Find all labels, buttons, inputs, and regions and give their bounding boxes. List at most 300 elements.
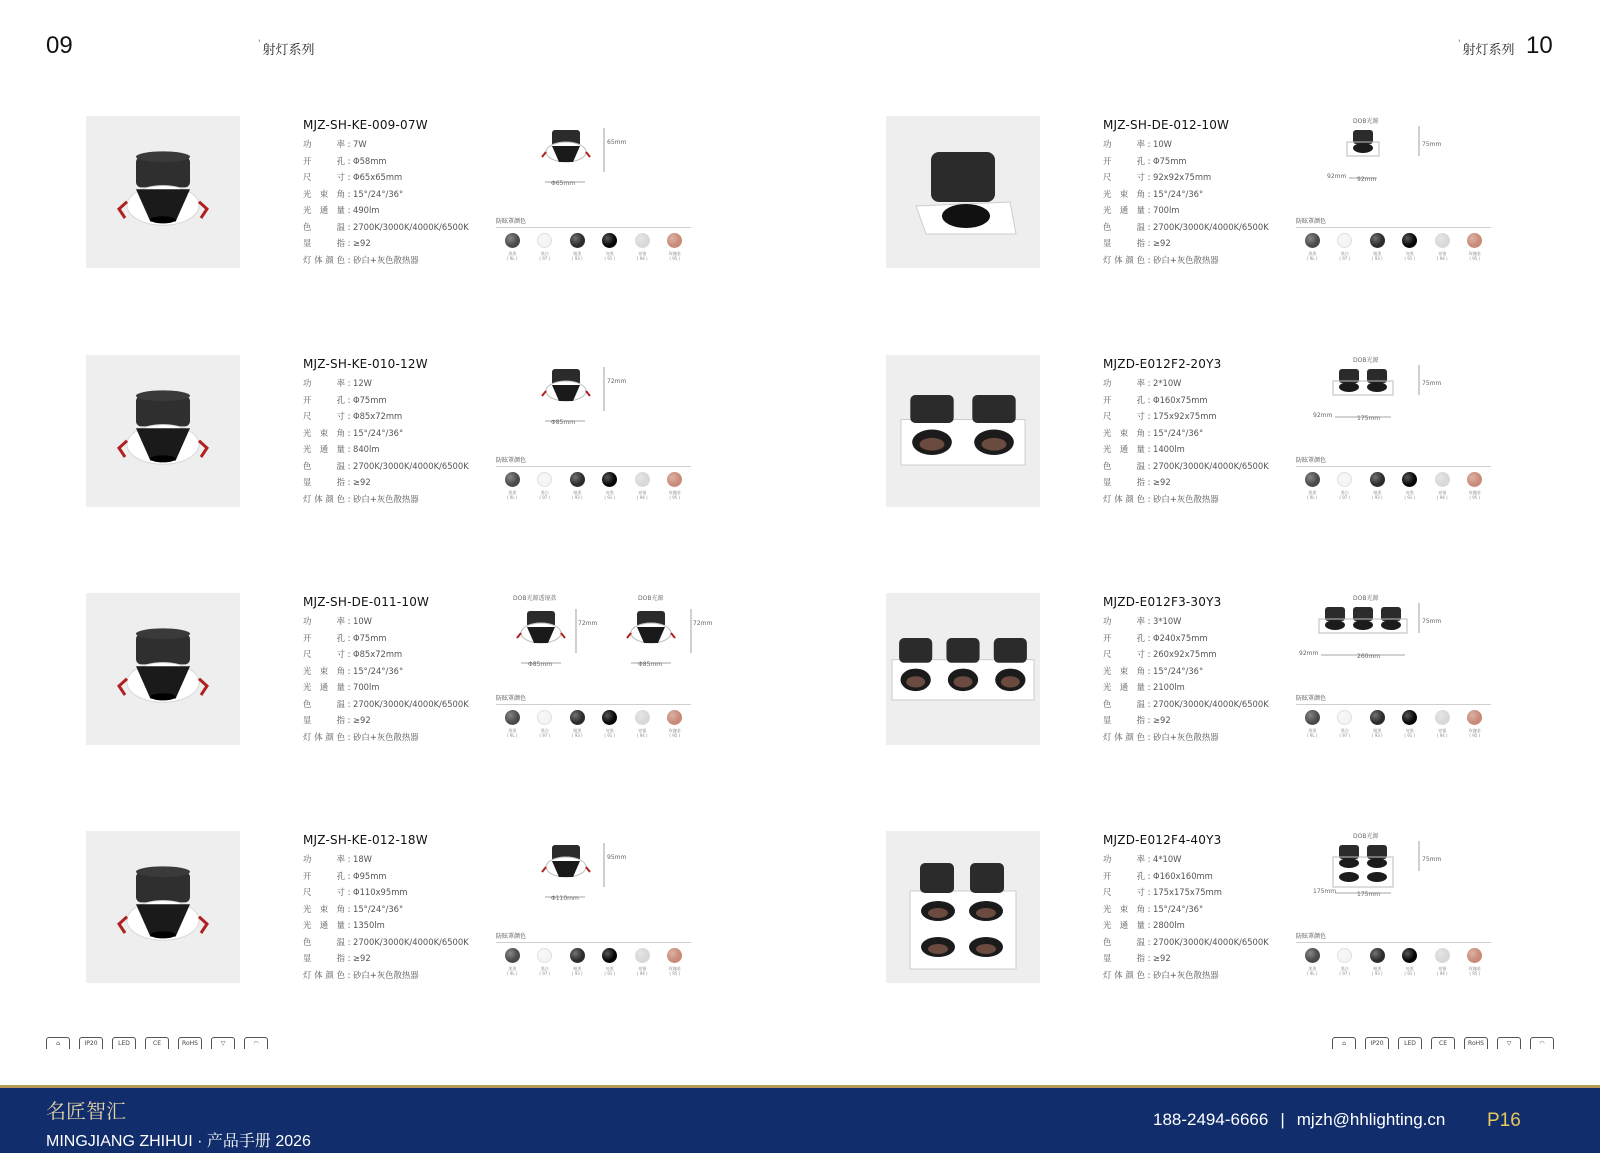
finish-swatch bbox=[1459, 710, 1492, 738]
finish-swatch bbox=[496, 233, 529, 261]
finish-swatch bbox=[594, 948, 627, 976]
color-dot bbox=[505, 710, 520, 725]
spec-value: 18W bbox=[353, 854, 372, 864]
rohs-icon: RoHS bbox=[178, 1037, 202, 1049]
dimension-diagram bbox=[1301, 831, 1501, 927]
finish-name: 黑黑 bbox=[508, 728, 517, 733]
model-number: MJZ-SH-DE-011-10W bbox=[303, 595, 430, 609]
finish-code: ( 95 ) bbox=[1469, 733, 1481, 738]
swatch-row bbox=[496, 948, 691, 976]
spec-value: ≥92 bbox=[353, 715, 371, 725]
spec-value: 2700K/3000K/4000K/6500K bbox=[353, 221, 469, 232]
finish-name: 黑白 bbox=[540, 490, 549, 495]
width-dimension: 175mm bbox=[1357, 415, 1381, 422]
finish-code: ( 94 ) bbox=[636, 971, 648, 976]
spec-row bbox=[1103, 252, 1288, 269]
spec-label: 灯体颜色 bbox=[303, 969, 345, 980]
spec-value: Φ85x72mm bbox=[353, 411, 403, 421]
finish-swatch bbox=[1361, 233, 1394, 261]
finish-code: ( 93 ) bbox=[571, 495, 583, 500]
spec-label: 显指 bbox=[1103, 953, 1145, 963]
finish-swatch bbox=[561, 233, 594, 261]
finish-name: 玫瑰金 bbox=[668, 251, 681, 256]
product-card bbox=[86, 355, 726, 515]
certification-row-left bbox=[46, 1037, 277, 1049]
spec-colon: : bbox=[347, 854, 351, 864]
spec-row bbox=[1103, 851, 1288, 868]
dob-label: DOB光源 bbox=[638, 595, 664, 602]
color-dot bbox=[537, 948, 552, 963]
spec-value: 砂白+灰色散热器 bbox=[1153, 731, 1219, 742]
spec-colon: : bbox=[1147, 254, 1151, 265]
ip20-icon: IP20 bbox=[1365, 1037, 1389, 1049]
finish-divider bbox=[1296, 704, 1491, 705]
spec-value: 2*10W bbox=[1153, 378, 1182, 388]
spec-label: 显指 bbox=[1103, 477, 1145, 487]
height-dimension: 72mm bbox=[578, 620, 598, 627]
color-dot bbox=[1402, 948, 1417, 963]
finish-code: ( 97 ) bbox=[1339, 733, 1351, 738]
spec-label: 尺寸 bbox=[1103, 172, 1145, 182]
finish-name: 哑黑 bbox=[573, 728, 582, 733]
finish-code: ( 97 ) bbox=[539, 495, 551, 500]
finish-code: ( 95 ) bbox=[669, 971, 681, 976]
finish-name: 黑黑 bbox=[508, 966, 517, 971]
spec-row bbox=[303, 917, 488, 934]
spec-value: 2700K/3000K/4000K/6500K bbox=[1153, 936, 1269, 947]
spec-colon: : bbox=[347, 665, 351, 676]
spec-row bbox=[303, 967, 488, 984]
spec-value: 2700K/3000K/4000K/6500K bbox=[353, 698, 469, 709]
finish-divider bbox=[1296, 942, 1491, 943]
spec-row bbox=[1103, 712, 1288, 729]
spec-value: 15°/24°/36° bbox=[1153, 903, 1204, 914]
spec-value: 490lm bbox=[353, 205, 380, 215]
spec-row bbox=[1103, 901, 1288, 918]
spec-value: 2700K/3000K/4000K/6500K bbox=[353, 460, 469, 471]
height-dimension: 65mm bbox=[607, 139, 627, 146]
spec-label: 光束角 bbox=[303, 903, 345, 914]
spec-value: Φ75mm bbox=[353, 632, 387, 643]
home-icon: ⌂ bbox=[46, 1037, 70, 1049]
brand-name-english: MINGJIANG ZHIHUI · 产品手册 2026 bbox=[46, 1133, 311, 1150]
height-dimension: 75mm bbox=[1422, 141, 1442, 148]
spec-colon: : bbox=[347, 698, 351, 709]
color-dot bbox=[1435, 710, 1450, 725]
spec-colon: : bbox=[1147, 477, 1151, 487]
color-dot bbox=[635, 948, 650, 963]
spec-label: 色温 bbox=[303, 936, 345, 947]
spec-colon: : bbox=[1147, 682, 1151, 692]
finish-name: 黑白 bbox=[540, 251, 549, 256]
finish-swatch bbox=[659, 472, 692, 500]
spec-value: ≥92 bbox=[1153, 477, 1171, 487]
product-photo bbox=[886, 355, 1040, 507]
spec-value: Φ160x75mm bbox=[1153, 394, 1208, 405]
spec-table bbox=[303, 833, 488, 983]
finish-swatch bbox=[561, 948, 594, 976]
finish-name: 亮黑 bbox=[605, 966, 614, 971]
color-dot bbox=[602, 472, 617, 487]
spec-value: 砂白+灰色散热器 bbox=[353, 731, 419, 742]
dimension-drawing bbox=[501, 116, 701, 212]
color-dot bbox=[1467, 710, 1482, 725]
color-dot bbox=[505, 233, 520, 248]
finish-swatch bbox=[496, 472, 529, 500]
dimension-diagram bbox=[501, 593, 713, 689]
spec-colon: : bbox=[1147, 969, 1151, 980]
spec-label: 开孔 bbox=[303, 870, 345, 881]
spec-table bbox=[303, 595, 488, 745]
spec-colon: : bbox=[347, 378, 351, 388]
spec-table bbox=[1103, 118, 1288, 268]
finish-title: 防眩罩颜色 bbox=[496, 457, 527, 464]
spec-label: 尺寸 bbox=[1103, 411, 1145, 421]
finish-name: 玫瑰金 bbox=[668, 490, 681, 495]
spec-label: 功率 bbox=[1103, 616, 1145, 626]
finish-code: ( 95 ) bbox=[669, 495, 681, 500]
finish-code: ( 91 ) bbox=[604, 495, 616, 500]
spec-value: 15°/24°/36° bbox=[1153, 665, 1204, 676]
swatch-row bbox=[496, 472, 691, 500]
spec-row bbox=[1103, 169, 1288, 186]
spec-table bbox=[1103, 595, 1288, 745]
spec-value: 260x92x75mm bbox=[1153, 649, 1217, 659]
color-dot bbox=[602, 948, 617, 963]
product-photo bbox=[86, 831, 240, 983]
spec-row bbox=[1103, 934, 1288, 951]
finish-options bbox=[1296, 931, 1491, 976]
width-dimension: 175mm bbox=[1313, 888, 1337, 895]
spec-colon: : bbox=[1147, 903, 1151, 914]
spec-label: 开孔 bbox=[1103, 632, 1145, 643]
finish-name: 亮银 bbox=[638, 728, 647, 733]
spec-table bbox=[1103, 357, 1288, 507]
finish-name: 亮黑 bbox=[1405, 490, 1414, 495]
spec-value: 15°/24°/36° bbox=[353, 665, 404, 676]
ce-icon: CE bbox=[145, 1037, 169, 1049]
height-dimension: 72mm bbox=[607, 378, 627, 385]
spec-row bbox=[1103, 630, 1288, 647]
spec-colon: : bbox=[1147, 698, 1151, 709]
finish-swatch bbox=[1426, 233, 1459, 261]
finish-name: 黑白 bbox=[540, 966, 549, 971]
spec-value: 砂白+灰色散热器 bbox=[1153, 969, 1219, 980]
height-dimension: 75mm bbox=[1422, 856, 1442, 863]
dimension-drawing bbox=[1301, 116, 1501, 212]
spec-colon: : bbox=[1147, 616, 1151, 626]
spec-label: 光通量 bbox=[303, 205, 345, 215]
finish-swatch bbox=[659, 710, 692, 738]
spec-row bbox=[1103, 474, 1288, 491]
dimension-drawing bbox=[1301, 593, 1501, 689]
finish-name: 黑白 bbox=[1340, 728, 1349, 733]
spec-row bbox=[1103, 729, 1288, 746]
finish-name: 黑黑 bbox=[508, 490, 517, 495]
finish-options bbox=[496, 216, 691, 261]
width-dimension: Φ85mm bbox=[528, 661, 553, 668]
finish-code: ( 93 ) bbox=[571, 733, 583, 738]
finish-divider bbox=[496, 704, 691, 705]
spec-label: 灯体颜色 bbox=[303, 254, 345, 265]
spec-row bbox=[1103, 679, 1288, 696]
spec-value: 砂白+灰色散热器 bbox=[353, 254, 419, 265]
color-dot bbox=[1467, 472, 1482, 487]
spec-label: 光束角 bbox=[303, 188, 345, 199]
spec-value: 砂白+灰色散热器 bbox=[353, 493, 419, 504]
color-dot bbox=[1337, 710, 1352, 725]
spec-colon: : bbox=[347, 616, 351, 626]
bulb-icon: ▽ bbox=[211, 1037, 235, 1049]
spec-colon: : bbox=[347, 493, 351, 504]
finish-code: ( 95 ) bbox=[669, 733, 681, 738]
spec-label: 色温 bbox=[303, 698, 345, 709]
spec-table bbox=[303, 357, 488, 507]
spec-label: 尺寸 bbox=[303, 649, 345, 659]
color-dot bbox=[635, 233, 650, 248]
color-dot bbox=[635, 472, 650, 487]
spec-label: 光束角 bbox=[303, 427, 345, 438]
spec-row bbox=[303, 851, 488, 868]
spec-row bbox=[1103, 136, 1288, 153]
finish-code: ( 97 ) bbox=[539, 971, 551, 976]
color-dot bbox=[1337, 948, 1352, 963]
spec-value: 92x92x75mm bbox=[1153, 172, 1212, 182]
swatch-row bbox=[496, 233, 691, 261]
spec-label: 功率 bbox=[1103, 854, 1145, 864]
spec-row bbox=[303, 712, 488, 729]
spec-colon: : bbox=[1147, 411, 1151, 421]
spec-colon: : bbox=[1147, 172, 1151, 182]
finish-code: ( 94 ) bbox=[1436, 733, 1448, 738]
finish-name: 玫瑰金 bbox=[1468, 728, 1481, 733]
finish-divider bbox=[496, 466, 691, 467]
finish-divider bbox=[1296, 466, 1491, 467]
dob-label: DOB光源 bbox=[1353, 595, 1379, 602]
finish-swatch bbox=[1426, 710, 1459, 738]
color-dot bbox=[602, 710, 617, 725]
color-dot bbox=[537, 233, 552, 248]
spec-colon: : bbox=[1147, 460, 1151, 471]
spec-row bbox=[1103, 613, 1288, 630]
finish-options bbox=[1296, 455, 1491, 500]
spec-value: 4*10W bbox=[1153, 854, 1182, 864]
spec-label: 色温 bbox=[1103, 221, 1145, 232]
spec-value: 15°/24°/36° bbox=[353, 188, 404, 199]
color-dot bbox=[570, 472, 585, 487]
finish-name: 亮银 bbox=[638, 966, 647, 971]
spec-value: 175x175x75mm bbox=[1153, 887, 1222, 897]
dimension-drawing bbox=[1301, 831, 1501, 927]
finish-name: 哑黑 bbox=[573, 490, 582, 495]
color-dot bbox=[1337, 472, 1352, 487]
finish-name: 哑黑 bbox=[1373, 728, 1382, 733]
spec-row bbox=[1103, 950, 1288, 967]
spec-colon: : bbox=[1147, 155, 1151, 166]
spec-row bbox=[303, 219, 488, 236]
finish-code: ( 9L ) bbox=[507, 495, 518, 500]
width-dimension: 92mm bbox=[1313, 412, 1333, 419]
dimension-diagram bbox=[1301, 116, 1501, 212]
color-dot bbox=[1370, 233, 1385, 248]
finish-swatch bbox=[1329, 710, 1362, 738]
finish-code: ( 94 ) bbox=[1436, 971, 1448, 976]
finish-swatch bbox=[1361, 472, 1394, 500]
spec-colon: : bbox=[1147, 715, 1151, 725]
width-dimension: 260mm bbox=[1357, 653, 1381, 660]
color-dot bbox=[505, 948, 520, 963]
dob-label: DOB光源 bbox=[1353, 118, 1379, 125]
spec-colon: : bbox=[1147, 887, 1151, 897]
finish-code: ( 93 ) bbox=[1371, 971, 1383, 976]
finish-code: ( 95 ) bbox=[1469, 971, 1481, 976]
spec-row bbox=[303, 630, 488, 647]
height-dimension: 75mm bbox=[1422, 618, 1442, 625]
spec-label: 尺寸 bbox=[1103, 887, 1145, 897]
product-card bbox=[886, 593, 1526, 753]
spec-row bbox=[303, 950, 488, 967]
lamp-icon: ◠ bbox=[244, 1037, 268, 1049]
color-dot bbox=[537, 472, 552, 487]
color-dot bbox=[667, 233, 682, 248]
brand-name-chinese: 名匠智汇 bbox=[46, 1099, 126, 1123]
spec-value: Φ160x160mm bbox=[1153, 870, 1213, 881]
finish-title: 防眩罩颜色 bbox=[1296, 933, 1327, 940]
finish-swatch bbox=[1394, 472, 1427, 500]
spec-row bbox=[1103, 696, 1288, 713]
finish-name: 黑白 bbox=[1340, 490, 1349, 495]
finish-swatch bbox=[529, 233, 562, 261]
model-number: MJZD-E012F2-20Y3 bbox=[1103, 357, 1222, 371]
height-dimension: 95mm bbox=[607, 854, 627, 861]
spec-row bbox=[303, 613, 488, 630]
finish-code: ( 9L ) bbox=[1307, 495, 1318, 500]
finish-swatch bbox=[1394, 948, 1427, 976]
spec-label: 光束角 bbox=[1103, 903, 1145, 914]
swatch-row bbox=[1296, 233, 1491, 261]
finish-swatch bbox=[1296, 948, 1329, 976]
spec-value: 15°/24°/36° bbox=[353, 903, 404, 914]
ip20-icon: IP20 bbox=[79, 1037, 103, 1049]
spec-colon: : bbox=[1147, 632, 1151, 643]
spec-colon: : bbox=[1147, 854, 1151, 864]
finish-options bbox=[1296, 216, 1491, 261]
finish-name: 黑白 bbox=[1340, 251, 1349, 256]
dob-label: DOB光源 bbox=[1353, 833, 1379, 840]
finish-name: 黑黑 bbox=[508, 251, 517, 256]
finish-code: ( 91 ) bbox=[1404, 495, 1416, 500]
spec-value: Φ95mm bbox=[353, 870, 387, 881]
finish-name: 玫瑰金 bbox=[1468, 966, 1481, 971]
spec-row bbox=[1103, 186, 1288, 203]
dimension-diagram bbox=[1301, 355, 1501, 451]
finish-code: ( 95 ) bbox=[1469, 256, 1481, 261]
spec-colon: : bbox=[1147, 139, 1151, 149]
spec-label: 光通量 bbox=[1103, 682, 1145, 692]
color-dot bbox=[570, 710, 585, 725]
spec-row bbox=[1103, 917, 1288, 934]
bulb-icon: ▽ bbox=[1497, 1037, 1521, 1049]
spec-colon: : bbox=[1147, 936, 1151, 947]
spec-colon: : bbox=[1147, 665, 1151, 676]
finish-title: 防眩罩颜色 bbox=[1296, 695, 1327, 702]
spec-colon: : bbox=[347, 477, 351, 487]
spec-value: ≥92 bbox=[353, 953, 371, 963]
spec-row bbox=[303, 392, 488, 409]
spec-value: 1400lm bbox=[1153, 444, 1185, 454]
led-icon: LED bbox=[1398, 1037, 1422, 1049]
finish-swatch bbox=[1361, 948, 1394, 976]
spec-colon: : bbox=[1147, 238, 1151, 248]
spec-value: 10W bbox=[1153, 139, 1172, 149]
finish-name: 玫瑰金 bbox=[1468, 490, 1481, 495]
spec-colon: : bbox=[347, 155, 351, 166]
spec-label: 色温 bbox=[1103, 936, 1145, 947]
spec-colon: : bbox=[347, 394, 351, 405]
spec-value: 12W bbox=[353, 378, 372, 388]
spec-label: 开孔 bbox=[303, 394, 345, 405]
spec-value: 15°/24°/36° bbox=[1153, 188, 1204, 199]
swatch-row bbox=[1296, 710, 1491, 738]
spec-colon: : bbox=[1147, 649, 1151, 659]
spec-label: 光通量 bbox=[303, 682, 345, 692]
color-dot bbox=[1467, 948, 1482, 963]
product-card bbox=[886, 116, 1526, 276]
spec-colon: : bbox=[1147, 920, 1151, 930]
finish-options bbox=[496, 931, 691, 976]
spec-row bbox=[1103, 202, 1288, 219]
dimension-drawing bbox=[1301, 355, 1501, 451]
spec-value: 840lm bbox=[353, 444, 380, 454]
spec-value: 2700K/3000K/4000K/6500K bbox=[353, 936, 469, 947]
spec-row bbox=[303, 375, 488, 392]
width-dimension: Φ65mm bbox=[551, 180, 576, 187]
finish-swatch bbox=[1426, 472, 1459, 500]
spec-colon: : bbox=[347, 411, 351, 421]
spec-row bbox=[303, 901, 488, 918]
finish-swatch bbox=[496, 948, 529, 976]
dob-label: DOB光源 bbox=[1353, 357, 1379, 364]
dimension-diagram bbox=[501, 116, 701, 212]
spec-row bbox=[1103, 425, 1288, 442]
finish-code: ( 91 ) bbox=[1404, 256, 1416, 261]
spec-label: 光通量 bbox=[1103, 444, 1145, 454]
finish-code: ( 97 ) bbox=[1339, 256, 1351, 261]
finish-swatch bbox=[561, 472, 594, 500]
certification-row-right bbox=[1332, 1037, 1563, 1049]
finish-code: ( 93 ) bbox=[571, 256, 583, 261]
finish-swatch bbox=[1426, 948, 1459, 976]
led-icon: LED bbox=[112, 1037, 136, 1049]
color-dot bbox=[635, 710, 650, 725]
spec-colon: : bbox=[1147, 731, 1151, 742]
finish-name: 哑黑 bbox=[1373, 251, 1382, 256]
spec-table bbox=[303, 118, 488, 268]
spec-value: 10W bbox=[353, 616, 372, 626]
spec-label: 色温 bbox=[303, 460, 345, 471]
spec-colon: : bbox=[347, 444, 351, 454]
finish-name: 亮银 bbox=[638, 251, 647, 256]
finish-swatch bbox=[626, 710, 659, 738]
spec-label: 功率 bbox=[1103, 139, 1145, 149]
spec-colon: : bbox=[1147, 427, 1151, 438]
spec-label: 灯体颜色 bbox=[1103, 969, 1145, 980]
finish-name: 玫瑰金 bbox=[668, 728, 681, 733]
color-dot bbox=[1435, 233, 1450, 248]
finish-name: 黑白 bbox=[540, 728, 549, 733]
finish-code: ( 93 ) bbox=[1371, 733, 1383, 738]
finish-swatch bbox=[659, 948, 692, 976]
